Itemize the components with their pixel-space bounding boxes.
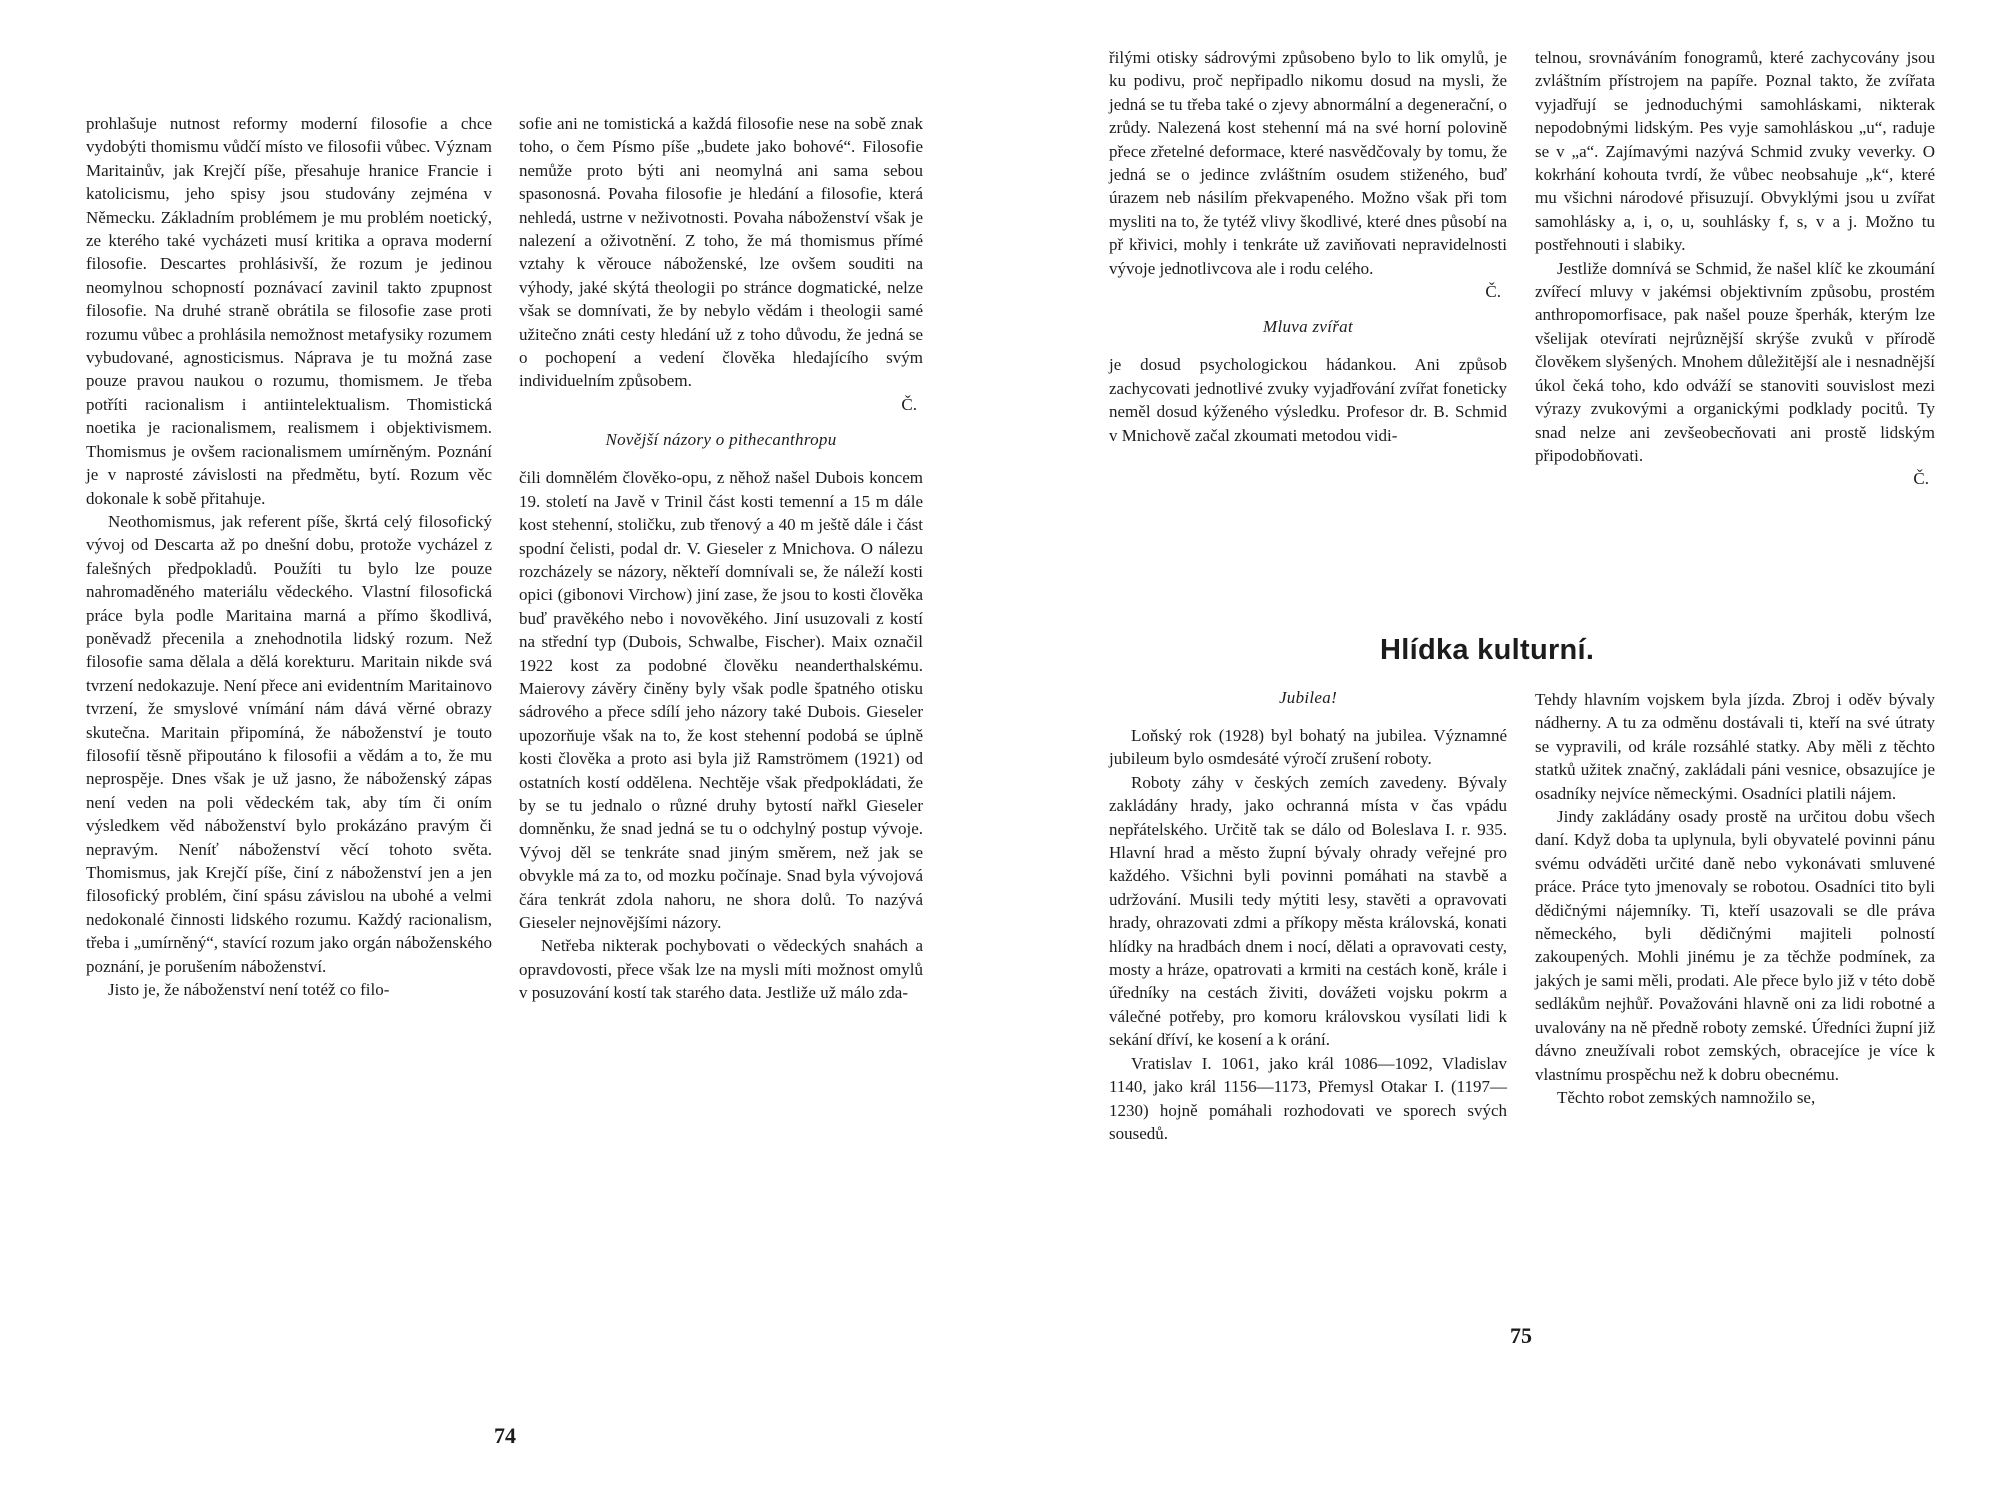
article-heading: Jubilea! <box>1278 688 1338 707</box>
page-number: 74 <box>494 1423 516 1448</box>
right-page-column-3 <box>1109 678 1507 1145</box>
article-heading: Mluva zvířat <box>1262 317 1353 337</box>
article-heading: Novější názory o pithecanthropu <box>605 430 837 450</box>
paragraph: je dosud psychologickou hádankou. Ani způsob zachycovati jednotlivé zvuky vyjadřování zvířat foneticky neměl dosud kýženého výsledku. Profesor dr. B. Schmid v Mnichově začal zkoumati metodou vidi- <box>1109 355 1507 445</box>
paragraph: Neothomismus, jak referent píše, škrtá celý filosofický vývoj od Descarta až po dnešní dobu, protože vycházel z falešných předpokladů. Použíti tu bylo lze pouze nahromaděného materiálu vědeckého. Vlastní filosofická práce byla podle Maritaina marná a přímo škodlivá, poněvadž přecenila a znehodnotila lidský rozum. Než filosofie sama dělala a dělá korekturu. Maritain nikde svá tvrzení nedokazuje. Není přece ani evidentním Maritainovo tvrzení, že smyslové vnímání nám dává věrné obrazy skutečna. Maritain připomíná, že náboženství je touto filosofií těsně připoutáno k filosofii a vědám a to, že mu neprospěje. Dnes však je už jasno, že náboženský zápas není veden na poli vědeckém tak, aby tím či oním výsledkem věd náboženství bylo prokázáno pravým či nepravým. Neníť náboženství věcí tohoto světa. Thomismus, jak Krejčí píše, činí z náboženství jen a jen filosofický problém, činí spásu závislou na ubohé a velmi nedokonalé činnosti lidského rozumu. Každý racionalism, třeba i „umírněný“, stavící rozum jako orgán náboženského poznání, je porušením náboženství. <box>86 511 492 976</box>
paragraph: řilými otisky sádrovými způsobeno bylo to lik omylů, je ku podivu, proč nepřipadlo nikomu dosud na mysli, že jedná se tu třeba také o zjevy abnormální a degenerační, o zrůdy. Nalezená kost stehenní má na své horní polovině přece zřetelné deformace, které nasvědčovaly by tomu, že jedná se o jedince zvláštním osudem stiženého, buď úrazem neb násilím překvapeného. Možno však při tom mysliti na to, že tytéž vlivy škodlivé, které dnes působí na př křivici, mohly i tenkráte už zaviňovati nepravidelnosti vývoje jednotlivcova ale i rodu celého. <box>1109 48 1507 278</box>
right-page-column-1 <box>1109 46 1507 447</box>
paragraph: prohlašuje nutnost reformy moderní filosofie a chce vydobýti thomismu vůdčí místo ve filosofii vůbec. Význam Maritainův, jak Krejčí píše, přesahuje hranice Francie i katolicismu, jeho spisy jsou studovány zejména v Německu. Základním problémem je mu problém noetický, ze kterého také vycházeti musí kritika a oprava moderní filosofie. Descartes prohlásivší, že rozum je jedinou neomylnou schopností poznávací zavinil takto zpupnost filosofie. Na druhé straně obrátila se filosofie zase proti rozumu vůbec a prohlásila nemožnost metafysiky rozumem vybudované, agnosticismus. Náprava je tu možná zase pouze pravou naukou o rozumu, thomismem. Je třeba potříti racionalism i antiintelektualism. Thomistická noetika je racionalismem, realismem i objektivismem. Thomismus je ovšem racionalismem umírněným. Poznání je v naprosté závislosti na předmětu, bytí. Rozum věc dokonale k sobě přitahuje. <box>86 114 492 508</box>
page-number: 75 <box>1510 1323 1532 1348</box>
right-page-column-4 <box>1535 688 1935 1109</box>
paragraph: Netřeba nikterak pochybovati o vědeckých snahách a opravdovosti, přece však lze na mysli míti možnost omylů v posuzování kostí tak starého data. Jestliže už málo zda- <box>519 936 923 1003</box>
paragraph: Jisto je, že náboženství není totéž co filo- <box>108 980 390 1000</box>
paragraph: Vratislav I. 1061, jako král 1086—1092, Vladislav 1140, jako král 1156—1173, Přemysl Otakar I. (1197—1230) hojně pomáhali rozhodovati ve sporech svých sousedů. <box>1109 1053 1507 1143</box>
paragraph: Tehdy hlavním vojskem byla jízda. Zbroj i oděv bývaly nádherny. A tu za odměnu dostávali ti, kteří na své útraty se vypravili, od krále rozsáhlé statky. Aby měli z těchto statků užitek značný, zakládali páni vesnice, obsazujíce je osadníky nejvíce německými. Osadníci platili nájem. <box>1535 690 1935 803</box>
paragraph: Jindy zakládány osady prostě na určitou dobu všech daní. Když doba ta uplynula, byli obyvatelé povinni pánu svému odváděti určité daně nebo vykonávati smluvené práce. Práce tyto jmenovaly se robotou. Osadníci tito byli dědičnými nájemníky. Ti, kteří usazovali se dle práva německého, byli dědičnými majiteli polností zakoupených. Mohli jinému je za těchže podmínek, za jakých je sami měli, prodati. Ale přece bylo již v této době sedlákům nejhůř. Považováni hlavně oni za lidi robotné a uvalovány na ně předně roboty zemské. Úředníci župní již dávno zneužívali robot zemských, obracejíce je více k vlastnímu prospěchu než k dobru obecnému. <box>1535 807 1935 1084</box>
section-title: Hlídka kulturní. <box>1380 634 1595 666</box>
paragraph: čili domnělém člověko-opu, z něhož našel Dubois koncem 19. století na Javě v Trinil část kosti temenní a 15 m dále kost stehenní, stoličku, zub třenový a 40 m ještě dále i část spodní čelisti, podal dr. V. Gieseler z Mnichova. O nálezu rozcházely se názory, někteří domnívali se, že náleží kosti opici (gibonovi Virchow) jiní zase, že jsou to kosti člověka buď pravěkého nebo i novověkého. Jiní usuzovali z kostí na střední typ (Dubois, Schwalbe, Fischer). Maix označil 1922 kost za podobné člověku neanderthalskému. Maierovy závěry činěny byly však podle špatného otisku sádrového a přece sdílí jeho názory také Dubois. Gieseler upozorňuje však na to, že kost stehenní podobá se úplně kosti člověka a proto asi byla již Ramströmem (1921) od ostatních kostí oddělena. Nechtěje však předpokládati, že by se tu jednalo o různé druhy bytostí nařkl Gieseler domněnku, že snad jedná se tu o odchylný postup vývoje. Vývoj děl se tenkráte snad jiným směrem, než jak se obvykle má za to, od mozku počínaje. Snad byla vývojová čára tenkrát zdola nahoru, ne shora dolů. To nazývá Gieseler nejnovějšími názory. <box>519 468 923 932</box>
right-page-column-2 <box>1535 46 1935 491</box>
paragraph: Loňský rok (1928) byl bohatý na jubilea. Významné jubileum bylo osmdesáté výročí zrušení roboty. <box>1109 726 1507 769</box>
author-signature: Č. <box>1913 469 1929 489</box>
author-signature: Č. <box>1485 282 1501 302</box>
paragraph: sofie ani ne tomistická a každá filosofie nese na sobě znak toho, o čem Písmo píše „budete jako bohové“. Filosofie nemůže proto býti ani neomylná ani sama sebou spasonosná. Povaha filosofie je hledání a filosofie, která nehledá, ustrne v neživotnosti. Povaha náboženství však je nalezení a oživotnění. Z toho, že má thomismus přímé vztahy k věrouce náboženské, lze ovšem souditi na výhody, jaké skýtá theologii po stránce dogmatické, nelze však se domnívati, že by nebylo vědám i theologii samé užitečno znáti cesty hledání už z toho důvodu, že jedná se o pochopení a vedení člověka hledajícího svým individuelním způsobem. <box>519 114 923 391</box>
left-page-column-2 <box>519 112 923 1005</box>
author-signature: Č. <box>901 394 917 414</box>
paragraph: Jestliže domnívá se Schmid, že našel klíč ke zkoumání zvířecí mluvy v jakémsi objektivním způsobu, prostém anthropomorfisace, pak našel pouze šperhák, kterým lze všelijak otevírati nejrůznější skrýše zvuků v přírodě člověkem slyšených. Mnohem důležitější ale i nesnadnější úkol čeká toho, kdo odváží se stanoviti souvislost mezi výrazy zvukovými a organickými podklady pocitů. Ty snad nelze ani zevšeobecňovati ani prostě lidským připodobňovati. <box>1535 258 1935 465</box>
paragraph: telnou, srovnáváním fonogramů, které zachycovány jsou zvláštním přístrojem na papíře. Poznal takto, že zvířata vyjadřují se jednoduchými samohláskami, nikterak nepodobnými lidským. Pes vyje samohláskou „u“, raduje se v „a“. Zajímavými nazývá Schmid zvuky veverky. O kokrhání kohouta tvrdí, že vůbec neobsahuje „k“, které mu všichni národové přisuzují. Obvyklými jsou u zvířat samohlásky a, i, o, u, souhlásky f, s, v a j. Možno tu postřehnouti i slabiky. <box>1535 48 1935 255</box>
paragraph: Těchto robot zemských namnožilo se, <box>1557 1087 1816 1107</box>
paragraph: Roboty záhy v českých zemích zavedeny. Bývaly zakládány hrady, jako ochranná místa v čas vpádu nepřátelského. Určitě tak se dálo od Boleslava I. r. 935. Hlavní hrad a město župní bývaly ohrady veřejné pro každého. Všichni byli povinni pomáhati na stavbě a udržování. Musili tedy mýtiti lesy, stavěti a opravovati hrady, ohrazovati zdmi a příkopy města královská, konati hlídky na hradbách dnem i nocí, dělati a opravovati cesty, mosty a hráze, opatrovati a krmiti na cestách koně, krále i úředníky na cestách živiti, dovážeti vojsku pokrm a válečné potřeby, pro komoru královskou vysílati lidi k sekání dříví, ke kosení a k orání. <box>1109 772 1507 1050</box>
left-page-column-1 <box>86 112 492 1001</box>
